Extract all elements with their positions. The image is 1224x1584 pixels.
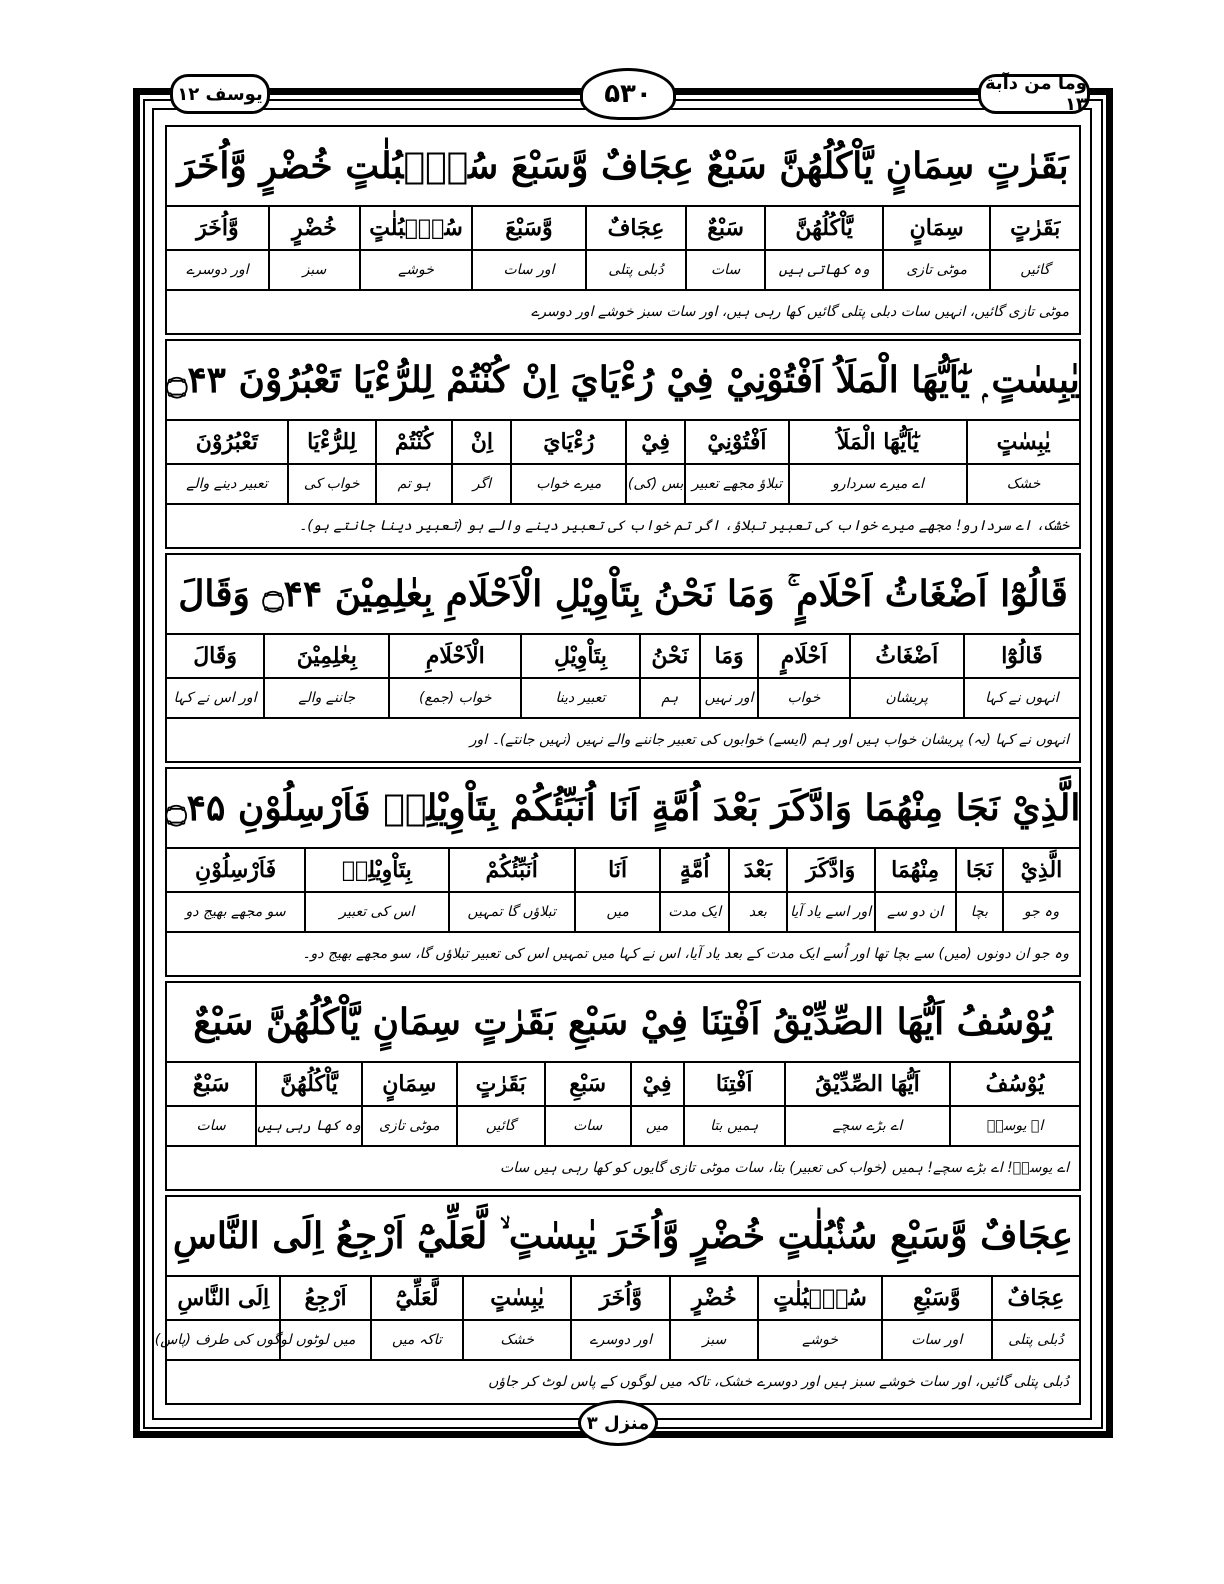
urdu-gloss-cell: وہ جو xyxy=(1002,893,1079,931)
arabic-word-cell: تَعْبُرُوْنَ xyxy=(195,429,259,455)
gloss-row xyxy=(167,679,1079,719)
arabic-word-cell: عِجَافٌ xyxy=(991,1277,1079,1319)
urdu-gloss-cell: وہ کھاتی ہیں xyxy=(764,251,881,289)
urdu-translation: انہوں نے کہا (یہ) پریشان خواب ہیں اور ہم (ایسے) خوابوں کی تعبیر جاننے والے نہیں (نہیں جانتے)۔ اور xyxy=(469,732,1069,748)
urdu-gloss-cell: تاکہ میں xyxy=(370,1321,463,1359)
word-row xyxy=(167,635,1079,679)
urdu-gloss-cell: بعد xyxy=(728,893,786,931)
arabic-word-cell: بِعٰلِمِيْنَ xyxy=(263,635,388,677)
urdu-gloss-cell: پریشان xyxy=(849,679,963,717)
verse-block xyxy=(165,553,1081,763)
arabic-word-cell: اِنْ xyxy=(451,421,510,463)
juz-label: وما من دآبة ۱۳ xyxy=(978,74,1090,114)
verse-block xyxy=(165,981,1081,1191)
arabic-word-cell: يٰبِسٰتٍ xyxy=(462,1277,570,1319)
arabic-word-cell: نَجَا xyxy=(955,849,1002,891)
arabic-word-cell: سَبْعٌ xyxy=(192,1071,230,1097)
arabic-word-cell: سِمَانٍ xyxy=(882,207,990,249)
arabic-word-cell: اَرْجِعُ xyxy=(279,1277,369,1319)
word-row xyxy=(167,207,1079,251)
urdu-gloss-cell: سات xyxy=(685,251,765,289)
arabic-verse: الَّذِيْ نَجَا مِنْهُمَا وَادَّكَرَ بَعْدَ اُمَّةٍ اَنَا اُنَبِّئُكُمْ بِتَاْوِيْلِهٖ فَاَرْسِلُوْنِ ۝۴۵ xyxy=(167,769,1079,849)
arabic-word-cell: بَقَرٰتٍ xyxy=(989,207,1079,249)
urdu-gloss-cell: خوشے xyxy=(757,1321,880,1359)
urdu-gloss-cell: موٹی تازی xyxy=(882,251,990,289)
word-row xyxy=(167,1063,1079,1107)
urdu-gloss-cell: لوگوں کی طرف (پاس) xyxy=(154,1332,292,1348)
urdu-gloss-cell: اے یوسفؑ xyxy=(949,1107,1079,1145)
arabic-word-cell: بِتَاْوِيْلِ xyxy=(520,635,638,677)
arabic-word-cell: مِنْهُمَا xyxy=(874,849,955,891)
arabic-word-cell: كُنْتُمْ xyxy=(375,421,452,463)
arabic-word-cell: اَفْتِنَا xyxy=(683,1063,784,1105)
urdu-gloss-cell: تعبیر دینے والے xyxy=(186,476,268,492)
word-row xyxy=(167,1277,1079,1321)
urdu-gloss-cell: تبلاؤں گا تمہیں xyxy=(448,893,574,931)
arabic-word-cell: وَّاُخَرَ xyxy=(196,215,239,241)
urdu-translation: دُبلی پتلی گائیں، اور سات خوشے سبز ہیں اور دوسرے خشک، تاکہ میں لوگوں کے پاس لوٹ کر جاؤں xyxy=(488,1374,1069,1390)
arabic-word-cell: اَنَا xyxy=(574,849,660,891)
urdu-gloss-cell: اگر xyxy=(451,465,510,503)
arabic-word-cell: اَيُّهَا الصِّدِّيْقُ xyxy=(784,1063,949,1105)
urdu-gloss-cell: اور سات xyxy=(881,1321,991,1359)
arabic-word-cell: يُوْسُفُ xyxy=(949,1063,1079,1105)
arabic-word-cell: وَّسَبْعِ xyxy=(881,1277,991,1319)
urdu-gloss-cell: اے میرے سردارو xyxy=(788,465,966,503)
urdu-gloss-cell: خشک xyxy=(966,465,1079,503)
urdu-gloss-cell: اور اس نے کہا xyxy=(173,690,257,706)
urdu-gloss-cell: سو مجھے بھیج دو xyxy=(185,904,286,920)
urdu-gloss-cell: میرے خواب xyxy=(510,465,625,503)
arabic-word-cell: اُنَبِّئُكُمْ xyxy=(448,849,574,891)
urdu-gloss-cell: موٹی تازی xyxy=(361,1107,456,1145)
gloss-row xyxy=(154,1321,1079,1361)
urdu-gloss-cell: خشک xyxy=(462,1321,570,1359)
page-number: ۵۳۰ xyxy=(580,68,676,120)
arabic-word-cell: سَبْعٌ xyxy=(685,207,765,249)
arabic-word-cell: وَمَا xyxy=(699,635,757,677)
arabic-word-cell: اُمَّةٍ xyxy=(659,849,728,891)
arabic-verse: يُوْسُفُ اَيُّهَا الصِّدِّيْقُ اَفْتِنَا فِيْ سَبْعِ بَقَرٰتٍ سِمَانٍ يَّاْكُلُهُنَّ سَبْعٌ xyxy=(167,983,1079,1063)
urdu-gloss-cell: ہو تم xyxy=(375,465,452,503)
urdu-gloss-cell: ان دو سے xyxy=(874,893,955,931)
urdu-gloss-cell: سات xyxy=(544,1107,630,1145)
verse-block xyxy=(165,339,1081,549)
arabic-word-cell: عِجَافٌ xyxy=(585,207,685,249)
arabic-word-cell: خُضْرٍ xyxy=(268,207,360,249)
urdu-translation: اے یوسفؑ! اے بڑے سچے! ہمیں (خواب کی تعبیر) بتا، سات موٹی تازی گایوں کو کھا رہی ہیں سات xyxy=(500,1160,1069,1176)
urdu-gloss-cell: بس (کی) xyxy=(625,465,684,503)
gloss-row xyxy=(167,893,1079,933)
arabic-word-cell: وَقَالَ xyxy=(193,643,238,669)
arabic-verse: عِجَافٌ وَّسَبْعِ سُنْۢبُلٰتٍ خُضْرٍ وَّاُخَرَ يٰبِسٰتٍ ۙ لَّعَلِّيْٓ اَرْجِعُ اِلَى النَّاسِ xyxy=(167,1197,1079,1277)
urdu-gloss-cell: میں xyxy=(630,1107,683,1145)
arabic-word-cell: اَضْغَاثُ xyxy=(849,635,963,677)
arabic-word-cell: يٰٓاَيُّهَا الْمَلَاُ xyxy=(788,421,966,463)
arabic-word-cell: سِمَانٍ xyxy=(361,1063,456,1105)
word-row xyxy=(167,849,1079,893)
arabic-verse: يٰبِسٰتٍ ۭ يٰٓاَيُّهَا الْمَلَاُ اَفْتُوْنِيْ فِيْ رُءْيَايَ اِنْ كُنْتُمْ لِلرُّءْيَا تَعْبُرُوْنَ ۝۴۳ xyxy=(167,341,1079,421)
arabic-word-cell: يَّاْكُلُهُنَّ xyxy=(255,1063,361,1105)
urdu-gloss-cell: اور نہیں xyxy=(699,679,757,717)
arabic-word-cell: لِلرُّءْيَا xyxy=(287,421,375,463)
urdu-gloss-cell: تعبیر دینا xyxy=(520,679,638,717)
urdu-gloss-cell: اور اسے یاد آیا xyxy=(786,893,874,931)
urdu-gloss-cell: وہ کھا رہی ہیں xyxy=(255,1107,361,1145)
urdu-gloss-cell: خواب کی xyxy=(287,465,375,503)
arabic-word-cell: يَّاْكُلُهُنَّ xyxy=(764,207,881,249)
urdu-gloss-cell: بچا xyxy=(955,893,1002,931)
urdu-translation: وہ جو ان دونوں (میں) سے بچا تھا اور اُسے ایک مدت کے بعد یاد آیا، اس نے کہا میں تمہیں اس کی تعبیر تبلاؤں گا، سو مجھے بھیج دو۔ xyxy=(302,946,1069,962)
arabic-word-cell: فَاَرْسِلُوْنِ xyxy=(195,857,277,883)
arabic-word-cell: وَّسَبْعَ xyxy=(471,207,585,249)
urdu-gloss-cell: خواب (جمع) xyxy=(388,679,520,717)
urdu-translation: خشک، اے سردارو! مجھے میرے خواب کی تعبیر تبلاؤ، اگر تم خواب کی تعبیر دینے والے ہو (تعبیر دینا جانتے ہو)۔ xyxy=(299,518,1069,534)
urdu-gloss-cell: سبز xyxy=(268,251,360,289)
urdu-gloss-cell: میں لوٹوں xyxy=(279,1321,369,1359)
gloss-row xyxy=(167,465,1079,505)
arabic-word-cell: اَحْلَامٍ xyxy=(757,635,849,677)
gloss-row xyxy=(167,1107,1079,1147)
urdu-gloss-cell: خواب xyxy=(757,679,849,717)
arabic-word-cell: فِيْ xyxy=(625,421,684,463)
arabic-word-cell: وَادَّكَرَ xyxy=(786,849,874,891)
arabic-word-cell: سُنْۢبُلٰتٍ xyxy=(757,1277,880,1319)
urdu-gloss-cell: اور دوسرے xyxy=(570,1321,669,1359)
urdu-gloss-cell: دُبلی پتلی xyxy=(991,1321,1079,1359)
urdu-gloss-cell: ہم xyxy=(639,679,699,717)
verse-block xyxy=(165,767,1081,977)
arabic-word-cell: وَّاُخَرَ xyxy=(570,1277,669,1319)
arabic-word-cell: رُءْيَايَ xyxy=(510,421,625,463)
surah-label: یوسف ۱۲ xyxy=(170,74,270,114)
arabic-word-cell: الَّذِيْ xyxy=(1002,849,1079,891)
arabic-word-cell: سَبْعِ xyxy=(544,1063,630,1105)
arabic-word-cell: اِلَى النَّاسِ xyxy=(177,1285,270,1311)
urdu-gloss-cell: انہوں نے کہا xyxy=(963,679,1079,717)
arabic-word-cell: لَّعَلِّيْٓ xyxy=(370,1277,463,1319)
urdu-gloss-cell: ہمیں بتا xyxy=(683,1107,784,1145)
arabic-verse: قَالُوْٓا اَضْغَاثُ اَحْلَامٍ ۚ وَمَا نَحْنُ بِتَاْوِيْلِ الْاَحْلَامِ بِعٰلِمِيْنَ ۝۴۴ وَقَالَ xyxy=(167,555,1079,635)
arabic-word-cell: فِيْ xyxy=(630,1063,683,1105)
urdu-gloss-cell: تبلاؤ مجھے تعبیر xyxy=(684,465,788,503)
urdu-gloss-cell: اور سات xyxy=(471,251,585,289)
urdu-gloss-cell: خوشے xyxy=(359,251,471,289)
arabic-word-cell: نَحْنُ xyxy=(639,635,699,677)
urdu-gloss-cell: اے بڑے سچے xyxy=(784,1107,949,1145)
arabic-word-cell: بِتَاْوِيْلِهٖ xyxy=(304,849,447,891)
urdu-gloss-cell: اور دوسرے xyxy=(186,262,249,278)
urdu-gloss-cell: میں xyxy=(574,893,660,931)
arabic-word-cell: اَفْتُوْنِيْ xyxy=(684,421,788,463)
arabic-word-cell: سُنْۢبُلٰتٍ xyxy=(359,207,471,249)
verse-block xyxy=(154,1195,1081,1405)
arabic-word-cell: بَقَرٰتٍ xyxy=(456,1063,544,1105)
gloss-row xyxy=(167,251,1079,291)
manzil-label: منزل ۳ xyxy=(578,1400,658,1446)
page-content xyxy=(154,125,1081,1409)
arabic-word-cell: قَالُوْٓا xyxy=(963,635,1079,677)
urdu-gloss-cell: جاننے والے xyxy=(263,679,388,717)
verse-block xyxy=(165,125,1081,335)
arabic-word-cell: خُضْرٍ xyxy=(669,1277,757,1319)
urdu-gloss-cell: گائیں xyxy=(456,1107,544,1145)
urdu-gloss-cell: دُبلی پتلی xyxy=(585,251,685,289)
urdu-gloss-cell: سات xyxy=(196,1118,226,1134)
word-row xyxy=(167,421,1079,465)
urdu-gloss-cell: سبز xyxy=(669,1321,757,1359)
arabic-verse: بَقَرٰتٍ سِمَانٍ يَّاْكُلُهُنَّ سَبْعٌ عِجَافٌ وَّسَبْعَ سُنْۢبُلٰتٍ خُضْرٍ وَّاُخَرَ xyxy=(167,127,1079,207)
urdu-translation: موٹی تازی گائیں، انہیں سات دبلی پتلی گائیں کھا رہی ہیں، اور سات سبز خوشے اور دوسرے xyxy=(531,304,1069,320)
arabic-word-cell: بَعْدَ xyxy=(728,849,786,891)
arabic-word-cell: الْاَحْلَامِ xyxy=(388,635,520,677)
urdu-gloss-cell: اس کی تعبیر xyxy=(304,893,447,931)
arabic-word-cell: يٰبِسٰتٍ xyxy=(966,421,1079,463)
urdu-gloss-cell: ایک مدت xyxy=(659,893,728,931)
urdu-gloss-cell: گائیں xyxy=(989,251,1079,289)
